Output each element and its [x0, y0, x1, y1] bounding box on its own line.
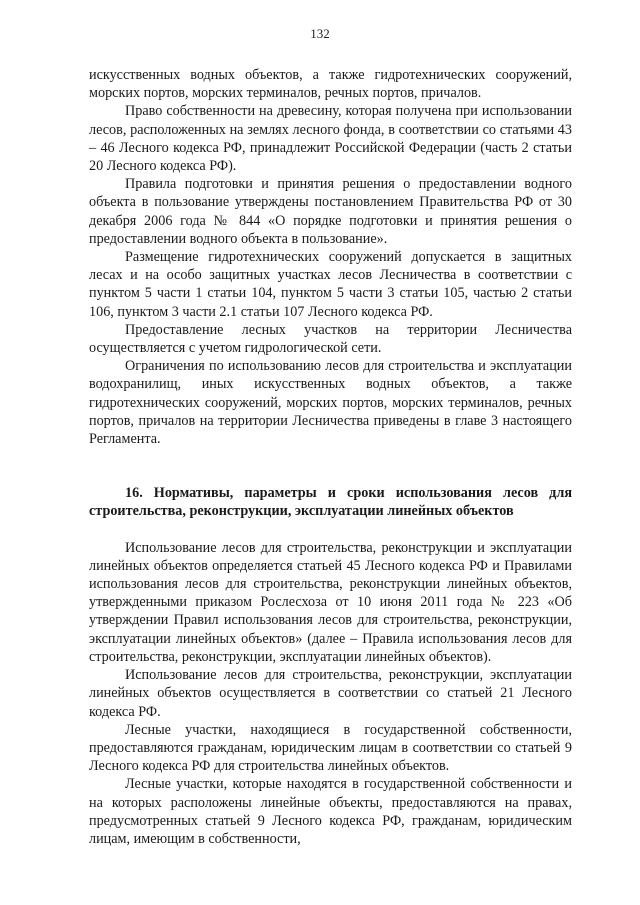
- section-spacer: [89, 448, 572, 484]
- paragraph: Размещение гидротехнических сооружений допускается в защитных лесах и на особо защитных участках лесов Лесничества в соответствии с пунктом 5 части 1 статьи 104, пунктом 5 части 3 статьи 105, частью 2 статьи 106, пунктом 3 части 2.1 статьи 107 Лесного кодекса РФ.: [89, 249, 572, 320]
- paragraph: Предоставление лесных участков на территории Лесничества осуществляется с учетом гидрологической сети.: [89, 321, 572, 357]
- paragraph: Лесные участки, находящиеся в государственной собственности, предоставляются гражданам, юридическим лицам в соответствии со статьей 9 Лесного кодекса РФ для строительства линейных объектов.: [89, 721, 572, 775]
- paragraph: Правила подготовки и принятия решения о предоставлении водного объекта в пользование утверждены постановлением Правительства РФ от 30 декабря 2006 года № 844 «О порядке подготовки и принятия решения о предоставлении водного объекта в пользование».: [89, 176, 572, 247]
- page-number: 132: [310, 26, 330, 41]
- section-heading: 16. Нормативы, параметры и сроки использования лесов для строительства, реконструкции, эксплуатации линейных объектов: [89, 485, 572, 520]
- paragraph: Использование лесов для строительства, реконструкции и эксплуатации линейных объектов определяется статьей 45 Лесного кодекса РФ и Правилами использования лесов для строительства, реконструкции линейных объектов, утвержденными приказом Рослесхоза от 10 июня 2011 года № 223 «Об утверждении Правил использования лесов для строительства, реконструкции, эксплуатации линейных объектов» (далее – Правила использования лесов для строительства, реконструкции, эксплуатации линейных объектов).: [89, 539, 572, 665]
- heading-spacer: [89, 521, 572, 539]
- paragraph: Лесные участки, которые находятся в государственной собственности и на которых расположены линейные объекты, предоставляются на правах, предусмотренных статьей 9 Лесного кодекса РФ, гражданам, юридическим лицам, имеющим в собственности,: [89, 776, 572, 847]
- document-body: [89, 66, 572, 848]
- paragraph: искусственных водных объектов, а также гидротехнических сооружений, морских портов, морских терминалов, речных портов, причалов.: [89, 67, 572, 102]
- paragraph: Использование лесов для строительства, реконструкции, эксплуатации линейных объектов осуществляется в соответствии со статьей 21 Лесного кодекса РФ.: [89, 667, 572, 720]
- paragraph: Ограничения по использованию лесов для строительства и эксплуатации водохранилищ, иных искусственных водных объектов, а также гидротехнических сооружений, морских портов, морских терминалов, речных портов, причалов на территории Лесничества приведены в главе 3 настоящего Регламента.: [89, 358, 572, 448]
- paragraph: Право собственности на древесину, которая получена при использовании лесов, расположенных на землях лесного фонда, в соответствии со статьями 43 – 46 Лесного кодекса РФ, принадлежит Российской Федерации (часть 2 статьи 20 Лесного кодекса РФ).: [89, 103, 572, 175]
